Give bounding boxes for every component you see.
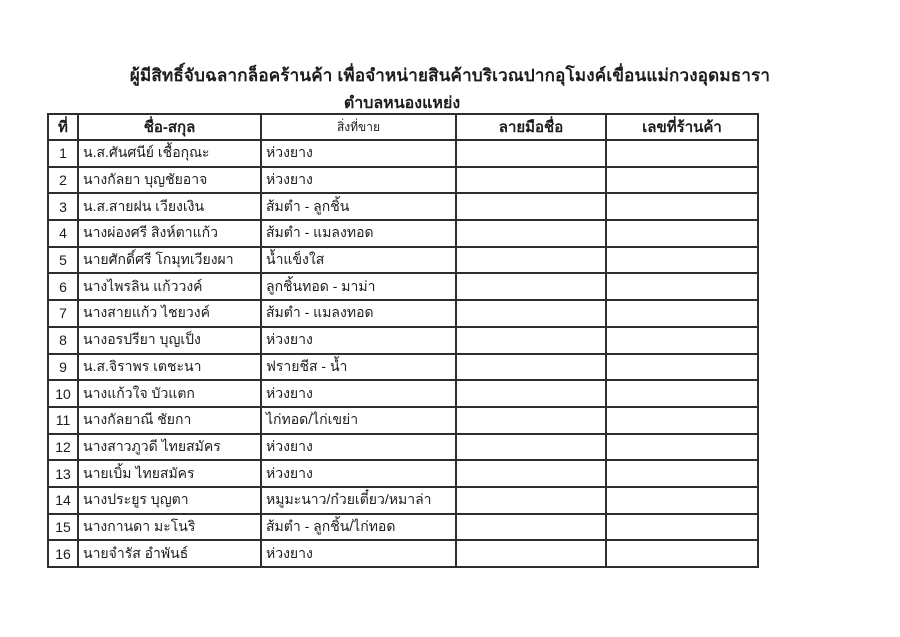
header-shop-no: เลขที่ร้านค้า [606, 114, 758, 140]
items-sold-cell: ห่วงยาง [261, 140, 456, 167]
items-sold-cell: หมูมะนาว/ก๋วยเตี๋ยว/หมาล่า [261, 487, 456, 514]
table-row [48, 434, 758, 461]
items-sold-cell: ส้มตำ - แมลงทอด [261, 220, 456, 247]
signature-cell [456, 540, 606, 567]
header-no: ที่ [48, 114, 78, 140]
shop-number-cell [606, 380, 758, 407]
shop-number-cell [606, 167, 758, 194]
table-row [48, 540, 758, 567]
row-number-cell: 14 [48, 487, 78, 514]
table-row [48, 487, 758, 514]
name-cell: นายเบิ้ม ไทยสมัคร [78, 460, 261, 487]
name-cell: นายศักดิ์ศรี โกมุทเวียงผา [78, 247, 261, 274]
table-row [48, 407, 758, 434]
table-row [48, 167, 758, 194]
shop-number-cell [606, 327, 758, 354]
name-cell: นางสายแก้ว ไชยวงค์ [78, 300, 261, 327]
row-number-cell: 7 [48, 300, 78, 327]
shop-number-cell [606, 460, 758, 487]
signature-cell [456, 220, 606, 247]
table-row [48, 220, 758, 247]
items-sold-cell: ฟรายชีส - น้ำ [261, 354, 456, 381]
row-number-cell: 15 [48, 514, 78, 541]
items-sold-cell: ห่วงยาง [261, 380, 456, 407]
table-row [48, 247, 758, 274]
signature-cell [456, 247, 606, 274]
row-number-cell: 6 [48, 273, 78, 300]
shop-number-cell [606, 273, 758, 300]
signature-cell [456, 380, 606, 407]
signature-cell [456, 514, 606, 541]
table-row [48, 273, 758, 300]
shop-number-cell [606, 407, 758, 434]
name-cell: นางแก้วใจ บัวแตก [78, 380, 261, 407]
row-number-cell: 13 [48, 460, 78, 487]
name-cell: นางอรปรียา บุญเป็ง [78, 327, 261, 354]
items-sold-cell: ส้มตำ - ลูกชิ้น/ไก่ทอด [261, 514, 456, 541]
shop-number-cell [606, 247, 758, 274]
table-row [48, 300, 758, 327]
row-number-cell: 3 [48, 193, 78, 220]
items-sold-cell: ห่วงยาง [261, 167, 456, 194]
name-cell: นางกัลยาณี ชัยกา [78, 407, 261, 434]
shop-number-cell [606, 540, 758, 567]
signature-cell [456, 354, 606, 381]
name-cell: น.ส.จิราพร เตชะนา [78, 354, 261, 381]
shop-number-cell [606, 354, 758, 381]
name-cell: น.ส.ศันศนีย์ เชื้อกุณะ [78, 140, 261, 167]
items-sold-cell: ส้มตำ - ลูกชิ้น [261, 193, 456, 220]
row-number-cell: 8 [48, 327, 78, 354]
row-number-cell: 12 [48, 434, 78, 461]
table-header-row [48, 114, 758, 140]
row-number-cell: 1 [48, 140, 78, 167]
signature-cell [456, 487, 606, 514]
page-subtitle: ตำบลหนองแหย่ง [343, 95, 461, 112]
items-sold-cell: ห่วงยาง [261, 460, 456, 487]
items-sold-cell: ส้มตำ - แมลงทอด [261, 300, 456, 327]
items-sold-cell: ห่วงยาง [261, 327, 456, 354]
name-cell: นางกัลยา บุญชัยอาจ [78, 167, 261, 194]
signature-cell [456, 460, 606, 487]
signature-cell [456, 193, 606, 220]
table-row [48, 354, 758, 381]
shop-number-cell [606, 140, 758, 167]
shop-number-cell [606, 514, 758, 541]
row-number-cell: 16 [48, 540, 78, 567]
shop-number-cell [606, 434, 758, 461]
shop-number-cell [606, 193, 758, 220]
table-row [48, 140, 758, 167]
items-sold-cell: ไก่ทอด/ไก่เขย่า [261, 407, 456, 434]
table-row [48, 460, 758, 487]
items-sold-cell: ลูกชิ้นทอด - มาม่า [261, 273, 456, 300]
row-number-cell: 2 [48, 167, 78, 194]
row-number-cell: 10 [48, 380, 78, 407]
shop-number-cell [606, 300, 758, 327]
header-name: ชื่อ-สกุล [78, 114, 261, 140]
page-title: ผู้มีสิทธิ์จับฉลากล็อคร้านค้า เพื่อจำหน่ายสินค้าบริเวณปากอุโมงค์เขื่อนแม่กวงอุดมธารา [129, 66, 771, 85]
lot-table [47, 113, 759, 568]
name-cell: นายจำรัส อำพันธ์ [78, 540, 261, 567]
table-row [48, 380, 758, 407]
table-row [48, 327, 758, 354]
signature-cell [456, 434, 606, 461]
name-cell: นางสาวภูวดี ไทยสมัคร [78, 434, 261, 461]
signature-cell [456, 327, 606, 354]
row-number-cell: 4 [48, 220, 78, 247]
table-row [48, 193, 758, 220]
name-cell: นางประยูร บุญตา [78, 487, 261, 514]
items-sold-cell: น้ำแข็งใส [261, 247, 456, 274]
items-sold-cell: ห่วงยาง [261, 540, 456, 567]
name-cell: น.ส.สายฝน เวียงเงิน [78, 193, 261, 220]
signature-cell [456, 407, 606, 434]
name-cell: นางไพรลิน แก้ววงค์ [78, 273, 261, 300]
signature-cell [456, 140, 606, 167]
name-cell: นางกานดา มะโนริ [78, 514, 261, 541]
row-number-cell: 9 [48, 354, 78, 381]
table-body [48, 140, 758, 567]
shop-number-cell [606, 487, 758, 514]
items-sold-cell: ห่วงยาง [261, 434, 456, 461]
lot-table-container [47, 113, 759, 568]
header-signature: ลายมือชื่อ [456, 114, 606, 140]
row-number-cell: 5 [48, 247, 78, 274]
row-number-cell: 11 [48, 407, 78, 434]
table-row [48, 514, 758, 541]
header-items: สิ่งที่ขาย [261, 114, 456, 140]
signature-cell [456, 273, 606, 300]
name-cell: นางผ่องศรี สิงห์ตาแก้ว [78, 220, 261, 247]
signature-cell [456, 167, 606, 194]
shop-number-cell [606, 220, 758, 247]
signature-cell [456, 300, 606, 327]
